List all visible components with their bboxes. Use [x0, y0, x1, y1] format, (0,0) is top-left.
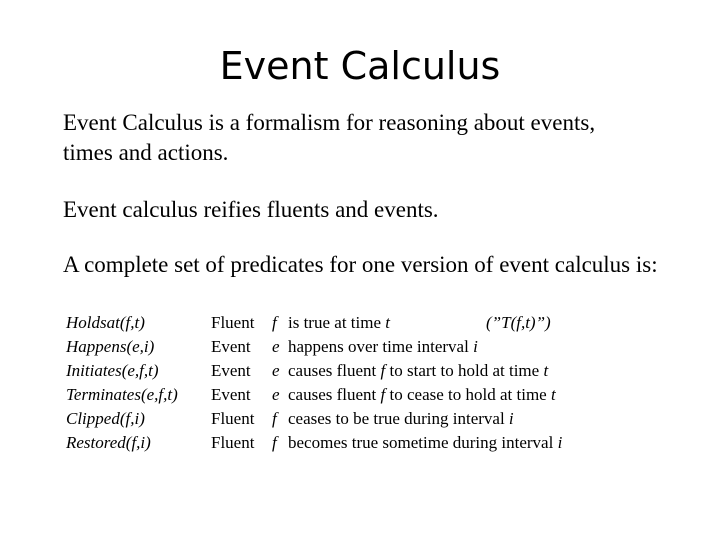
predicate-description	[288, 311, 390, 335]
predicate-name: Clipped(f,i)	[66, 409, 145, 428]
predicate-description	[288, 407, 514, 431]
predicates-intro-paragraph: A complete set of predicates for one version of event calculus is:	[63, 252, 658, 277]
predicate-description	[288, 383, 556, 407]
description-text: causes fluent	[288, 385, 381, 404]
predicate-type: Fluent	[211, 409, 255, 428]
predicate-type: Fluent	[211, 433, 255, 452]
description-variable: i	[557, 433, 563, 452]
predicate-variable: f	[272, 409, 277, 428]
intro-line-2: times and actions.	[63, 140, 229, 165]
description-text: is true at time	[288, 313, 386, 332]
description-text: ceases to be true during interval	[288, 409, 509, 428]
predicate-type: Fluent	[211, 313, 255, 332]
reifies-paragraph: Event calculus reifies fluents and events.	[63, 197, 439, 222]
description-variable: f	[380, 385, 386, 404]
predicate-variable: e	[272, 385, 280, 404]
intro-line-1: Event Calculus is a formalism for reasoning about events,	[63, 110, 596, 135]
predicate-name: Initiates(e,f,t)	[66, 361, 159, 380]
description-text: to cease to hold at time	[385, 385, 551, 404]
predicate-variable: e	[272, 337, 280, 356]
description-variable: f	[380, 361, 386, 380]
predicate-type: Event	[211, 385, 251, 404]
description-text: becomes true sometime during interval	[288, 433, 558, 452]
predicate-variable: f	[272, 433, 277, 452]
description-text: causes fluent	[288, 361, 381, 380]
description-variable: t	[543, 361, 549, 380]
description-variable: i	[473, 337, 478, 356]
predicate-description	[288, 359, 548, 383]
description-text: happens over time interval	[288, 337, 474, 356]
predicate-name: Holdsat(f,t)	[66, 313, 145, 332]
description-variable: i	[508, 409, 514, 428]
slide-title: Event Calculus	[219, 44, 501, 88]
predicate-note: (”T(f,t)”)	[486, 313, 551, 332]
predicate-variable: f	[272, 313, 277, 332]
predicate-description	[288, 335, 478, 359]
predicate-description	[288, 431, 562, 455]
predicate-name: Restored(f,i)	[66, 433, 151, 452]
predicate-name: Happens(e,i)	[66, 337, 155, 356]
predicate-name: Terminates(e,f,t)	[66, 385, 178, 404]
description-variable: t	[550, 385, 556, 404]
description-variable: t	[385, 313, 390, 332]
predicate-type: Event	[211, 337, 251, 356]
intro-paragraph	[63, 108, 703, 168]
predicate-type: Event	[211, 361, 251, 380]
predicate-variable: e	[272, 361, 280, 380]
description-text: to start to hold at time	[385, 361, 544, 380]
